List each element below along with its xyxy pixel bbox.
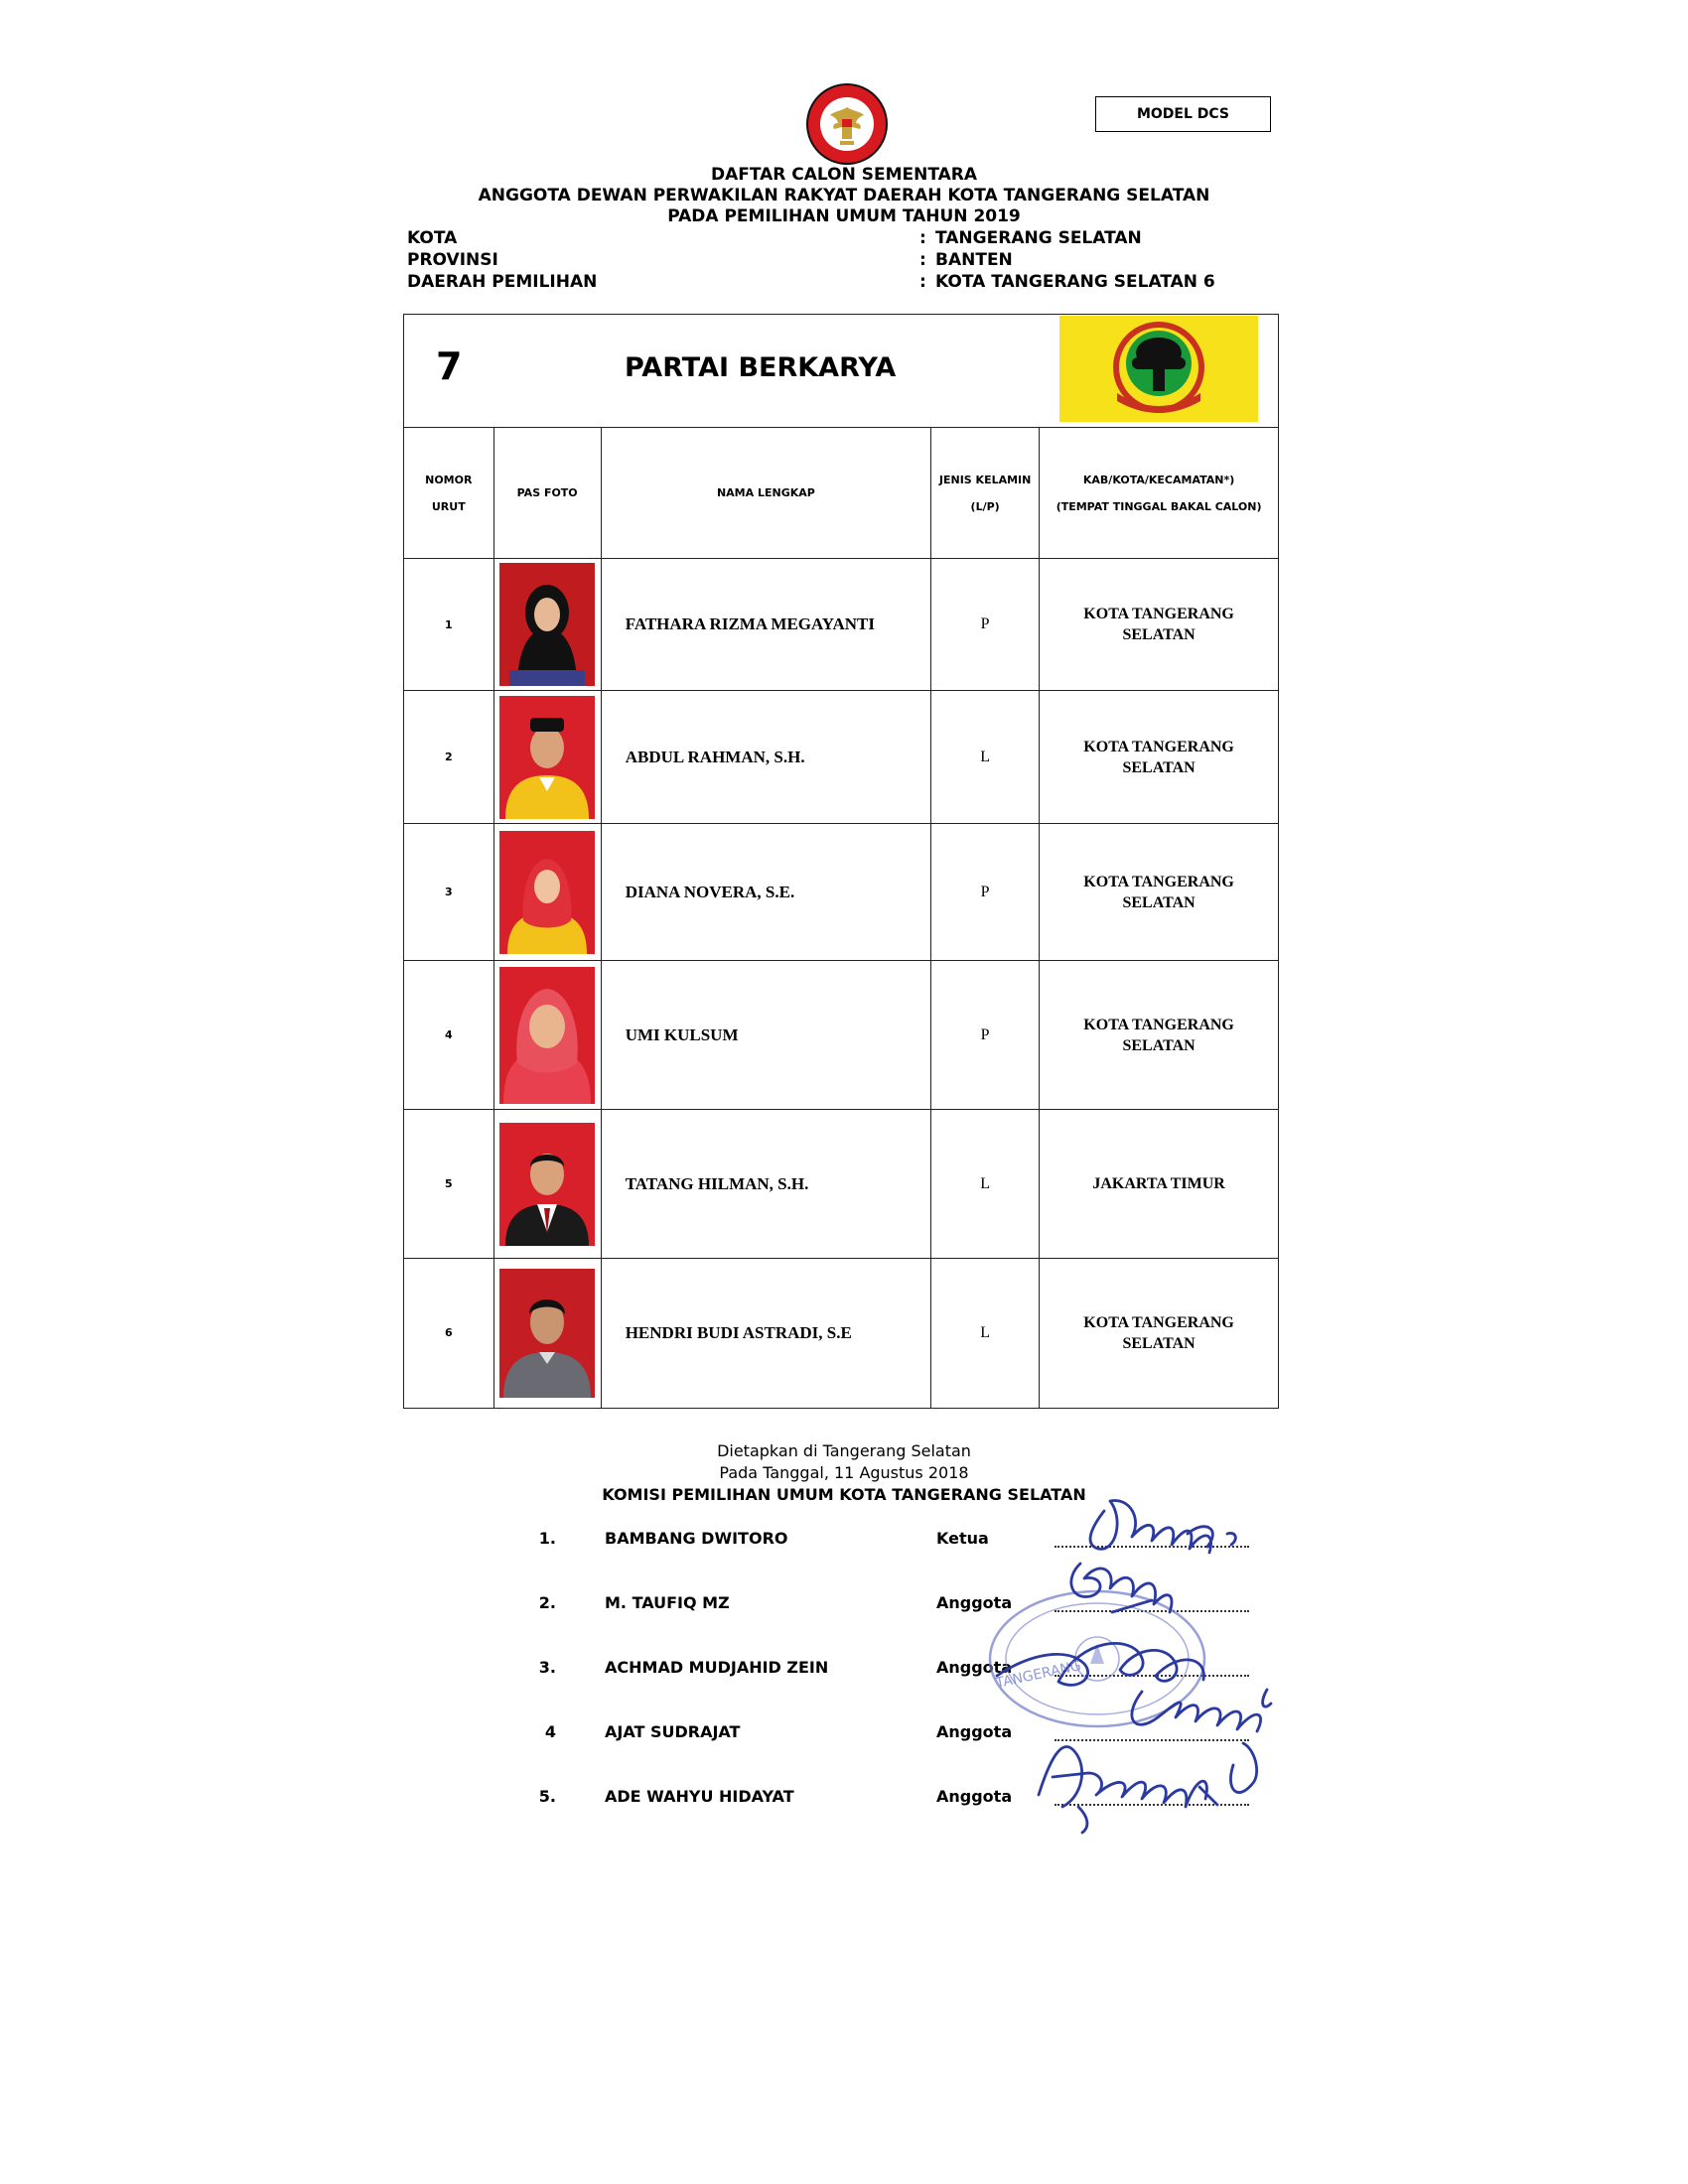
candidate-number: 2 — [404, 691, 493, 824]
signatory-name: AJAT SUDRAJAT — [605, 1722, 741, 1741]
col-header-no: NOMOR URUT — [404, 428, 493, 559]
party-header — [404, 315, 1278, 428]
signatory-name: ADE WAHYU HIDAYAT — [605, 1787, 794, 1806]
candidate-number: 1 — [404, 559, 493, 691]
col-header-place: KAB/KOTA/KECAMATAN*) (TEMPAT TINGGAL BAKAL CALON) — [1040, 428, 1278, 559]
candidate-photo-cell — [493, 824, 601, 961]
party-number: 7 — [436, 344, 463, 388]
candidate-photo-cell — [493, 559, 601, 691]
candidate-gender: P — [931, 559, 1040, 691]
meta-colon: : — [919, 272, 926, 292]
signatory-number: 3. — [538, 1658, 556, 1677]
signatory-name: M. TAUFIQ MZ — [605, 1593, 730, 1612]
signatory-role: Anggota — [936, 1722, 1013, 1741]
candidate-number: 3 — [404, 824, 493, 961]
candidate-photo-cell — [493, 691, 601, 824]
meta-label-dapil: DAERAH PEMILIHAN — [407, 272, 598, 292]
meta-value-dapil: KOTA TANGERANG SELATAN 6 — [935, 272, 1215, 292]
candidate-number: 5 — [404, 1110, 493, 1259]
candidate-number: 4 — [404, 961, 493, 1110]
title-line-3: PADA PEMILIHAN UMUM TAHUN 2019 — [667, 206, 1021, 226]
model-label: MODEL DCS — [1095, 96, 1271, 132]
signatory-number: 4 — [544, 1722, 556, 1741]
signatory-role: Anggota — [936, 1658, 1013, 1677]
meta-colon: : — [919, 250, 926, 270]
candidate-name: TATANG HILMAN, S.H. — [601, 1110, 930, 1259]
meta-label-provinsi: PROVINSI — [407, 250, 498, 270]
candidate-photo-cell — [493, 961, 601, 1110]
stamp-text: TANGERANG — [994, 1658, 1083, 1692]
title-line-2: ANGGOTA DEWAN PERWAKILAN RAKYAT DAERAH KOTA TANGERANG SELATAN — [478, 186, 1210, 205]
signatory-name: BAMBANG DWITORO — [605, 1529, 788, 1548]
col-header-photo: PAS FOTO — [493, 428, 601, 559]
candidate-list — [403, 314, 1279, 1409]
party-name: PARTAI BERKARYA — [625, 352, 897, 383]
table-row — [404, 1259, 1278, 1408]
candidate-residence: KOTA TANGERANG SELATAN — [1040, 691, 1278, 824]
table-row — [404, 559, 1278, 691]
candidate-photo — [499, 563, 595, 686]
candidate-gender: L — [931, 691, 1040, 824]
candidate-photo — [499, 696, 595, 819]
candidate-name: HENDRI BUDI ASTRADI, S.E — [601, 1259, 930, 1408]
meta-colon: : — [919, 228, 926, 248]
official-stamp — [983, 1584, 1211, 1733]
candidate-residence: KOTA TANGERANG SELATAN — [1083, 1313, 1234, 1352]
candidate-name: ABDUL RAHMAN, S.H. — [601, 691, 930, 824]
candidate-number: 6 — [404, 1259, 493, 1408]
meta-value-provinsi: BANTEN — [935, 250, 1013, 270]
signatory-role: Ketua — [936, 1529, 989, 1548]
candidate-table — [404, 428, 1278, 1408]
footer-place: Dietapkan di Tangerang Selatan — [717, 1441, 971, 1460]
signatory-number: 2. — [538, 1593, 556, 1612]
candidate-residence: KOTA TANGERANG SELATAN — [1040, 961, 1278, 1110]
meta-label-kota: KOTA — [407, 228, 458, 248]
table-row — [404, 961, 1278, 1110]
candidate-photo — [499, 1123, 595, 1246]
candidate-residence: JAKARTA TIMUR — [1040, 1110, 1278, 1259]
signatory-role: Anggota — [936, 1787, 1013, 1806]
signature-line — [1055, 1737, 1249, 1741]
candidate-residence: KOTA TANGERANG SELATAN — [1040, 559, 1278, 691]
table-header-row — [404, 428, 1278, 559]
candidate-name: UMI KULSUM — [601, 961, 930, 1110]
candidate-gender: L — [931, 1110, 1040, 1259]
signatory-name: ACHMAD MUDJAHID ZEIN — [605, 1658, 829, 1677]
footer-org: KOMISI PEMILIHAN UMUM KOTA TANGERANG SELATAN — [602, 1485, 1086, 1504]
candidate-photo-cell — [493, 1110, 601, 1259]
candidate-residence: KOTA TANGERANG SELATAN — [1040, 824, 1278, 961]
signatory-role: Anggota — [936, 1593, 1013, 1612]
col-header-name: NAMA LENGKAP — [601, 428, 930, 559]
candidate-name: FATHARA RIZMA MEGAYANTI — [601, 559, 930, 691]
title-line-1: DAFTAR CALON SEMENTARA — [710, 165, 978, 185]
table-row — [404, 824, 1278, 961]
candidate-gender: P — [931, 824, 1040, 961]
signature-line — [1055, 1544, 1249, 1548]
signatory-number: 1. — [538, 1529, 556, 1548]
meta-value-kota: TANGERANG SELATAN — [935, 228, 1142, 248]
candidate-photo-cell — [493, 1259, 601, 1408]
signature-line — [1055, 1802, 1249, 1806]
party-logo — [1059, 316, 1258, 422]
candidate-gender: L — [931, 1259, 1040, 1408]
table-row — [404, 691, 1278, 824]
col-header-gender: JENIS KELAMIN (L/P) — [931, 428, 1040, 559]
candidate-gender: P — [931, 961, 1040, 1110]
signatory-number: 5. — [538, 1787, 556, 1806]
footer-date: Pada Tanggal, 11 Agustus 2018 — [719, 1463, 969, 1482]
table-row — [404, 1110, 1278, 1259]
candidate-photo — [497, 967, 597, 1104]
candidate-photo — [499, 1269, 595, 1398]
kpu-logo — [804, 81, 890, 167]
candidate-name: DIANA NOVERA, S.E. — [601, 824, 930, 961]
candidate-photo — [499, 831, 595, 954]
